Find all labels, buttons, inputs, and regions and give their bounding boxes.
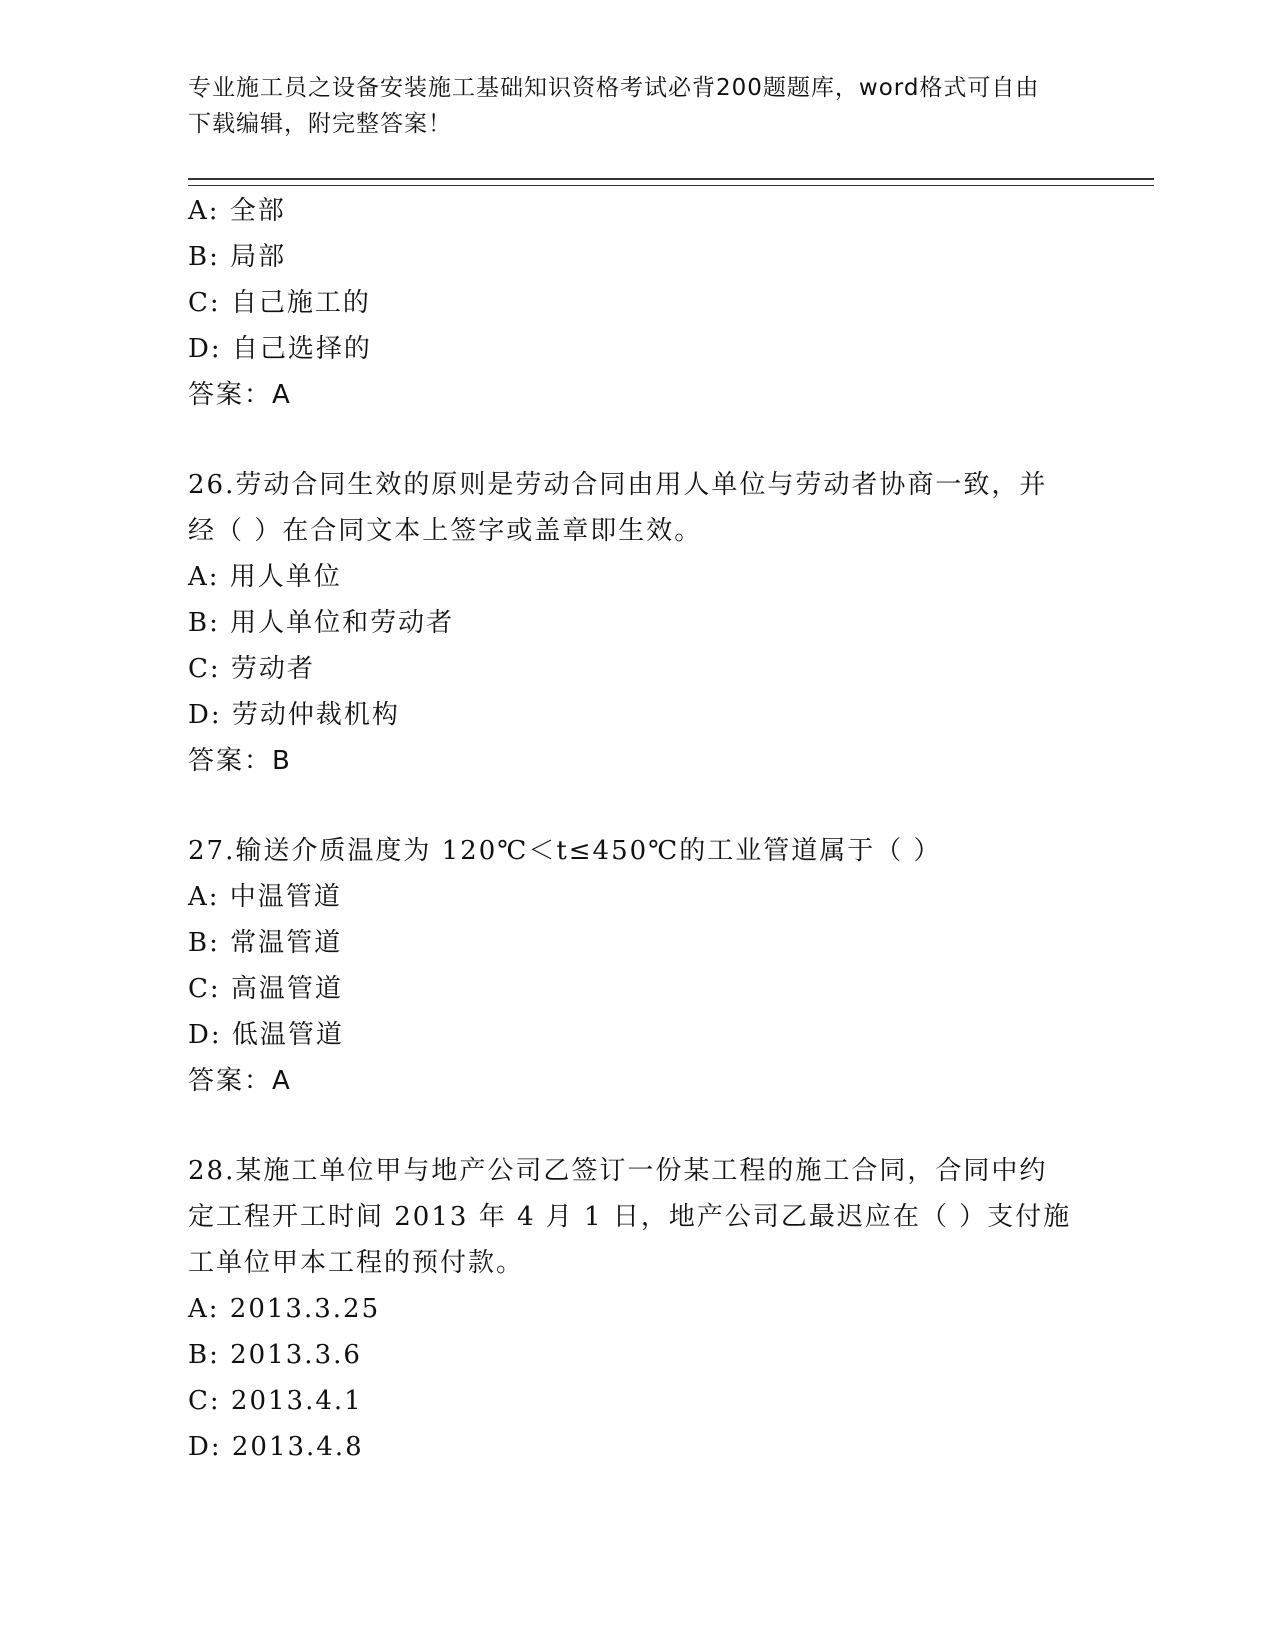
option-b: B: 局部 — [188, 242, 287, 272]
option-b: B: 2013.3.6 — [188, 1340, 362, 1370]
question-27 — [188, 828, 1088, 1104]
option-d: D: 低温管道 — [188, 1020, 344, 1050]
question-stem-line: 27.输送介质温度为 120℃＜t≤450℃的工业管道属于（ ） — [188, 836, 942, 866]
option-a: A: 用人单位 — [188, 562, 342, 592]
option-a: A: 全部 — [188, 196, 286, 226]
option-d: D: 2013.4.8 — [188, 1432, 364, 1462]
header-line-2: 下载编辑，附完整答案！ — [188, 111, 452, 137]
header-line-1: 专业施工员之设备安装施工基础知识资格考试必背200题题库，word格式可自由 — [188, 75, 1040, 101]
question-stem-line: 定工程开工时间 2013 年 4 月 1 日，地产公司乙最迟应在（ ）支付施 — [188, 1202, 1072, 1232]
question-stem-line: 经（ ）在合同文本上签字或盖章即生效。 — [188, 516, 703, 546]
document-header — [188, 70, 1068, 142]
question-list — [188, 188, 1088, 1470]
option-b: B: 常温管道 — [188, 928, 343, 958]
option-d: D: 自己选择的 — [188, 334, 372, 364]
option-a: A: 中温管道 — [188, 882, 342, 912]
option-c: C: 2013.4.1 — [188, 1386, 363, 1416]
question-stem-line: 26.劳动合同生效的原则是劳动合同由用人单位与劳动者协商一致，并 — [188, 470, 1048, 500]
question-28 — [188, 1148, 1088, 1470]
question-stem-line: 28.某施工单位甲与地产公司乙签订一份某工程的施工合同，合同中约 — [188, 1156, 1048, 1186]
option-b: B: 用人单位和劳动者 — [188, 608, 455, 638]
option-c: C: 劳动者 — [188, 654, 315, 684]
question-26 — [188, 462, 1088, 784]
question-stem-line: 工单位甲本工程的预付款。 — [188, 1248, 525, 1278]
question-25 — [188, 188, 1088, 418]
header-divider — [188, 178, 1154, 186]
option-d: D: 劳动仲裁机构 — [188, 700, 400, 730]
option-a: A: 2013.3.25 — [188, 1294, 381, 1324]
option-c: C: 高温管道 — [188, 974, 343, 1004]
answer: 答案：B — [188, 746, 292, 776]
option-c: C: 自己施工的 — [188, 288, 371, 318]
answer: 答案：A — [188, 380, 292, 410]
answer: 答案：A — [188, 1066, 292, 1096]
